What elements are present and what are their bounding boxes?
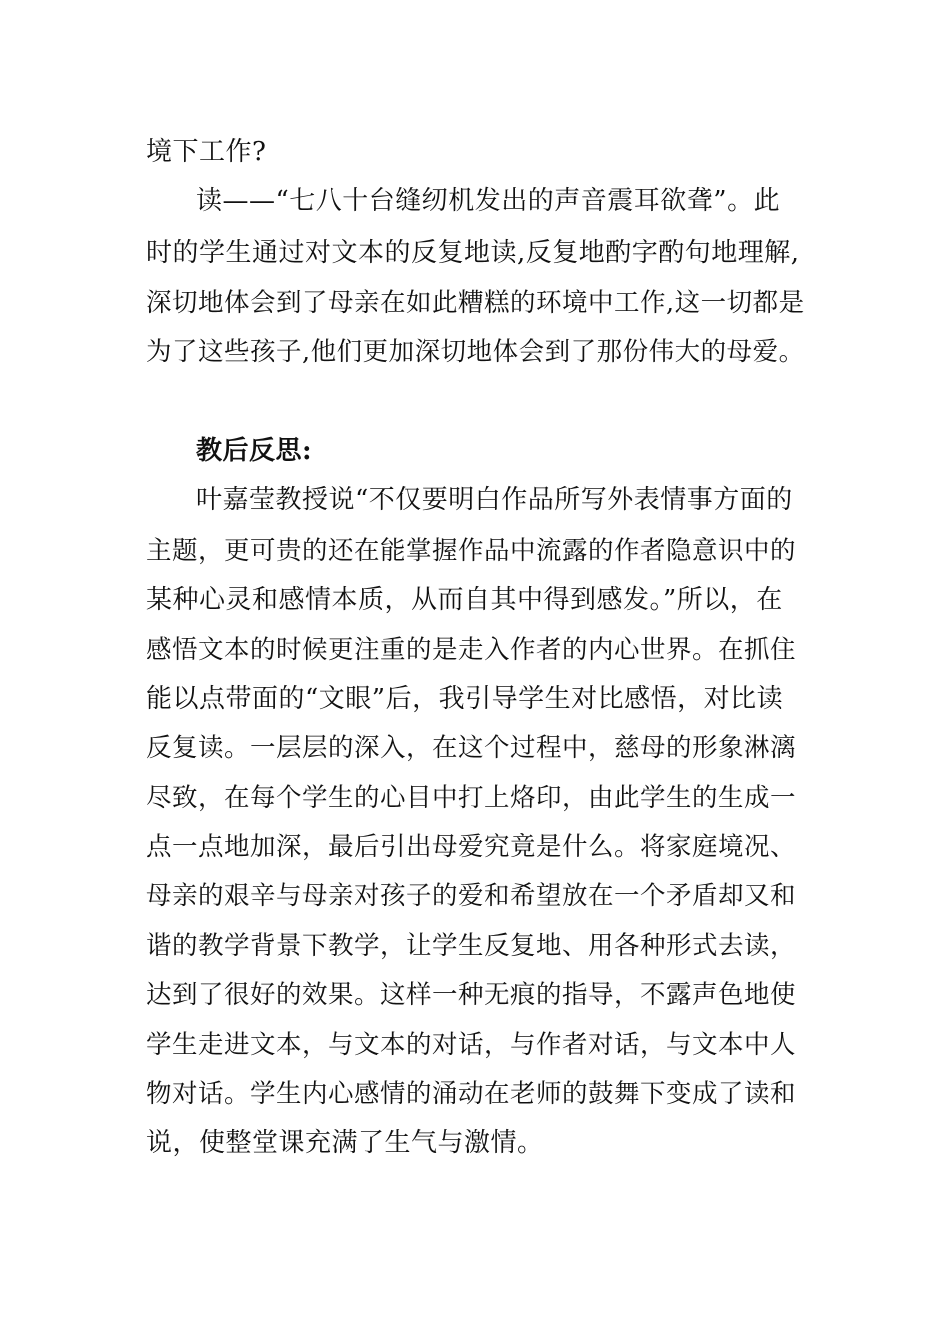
text-line: 尽致，在每个学生的心目中打上烙印，由此学生的生成一	[146, 783, 797, 813]
text-line: 读——“七八十台缝纫机发出的声音震耳欲聋”。此	[196, 186, 781, 216]
text-line: 学生走进文本，与文本的对话，与作者对话，与文本中人	[146, 1030, 797, 1060]
text-line: 感悟文本的时候更注重的是走入作者的内心世界。在抓住	[146, 635, 797, 665]
text-line: 谐的教学背景下教学，让学生反复地、用各种形式去读，	[146, 931, 797, 961]
text-line: 点一点地加深，最后引出母爱究竟是什么。将家庭境况、	[146, 832, 797, 862]
text-line: 深切地体会到了母亲在如此糟糕的环境中工作,这一切都是	[146, 288, 805, 318]
text-line: 境下工作?	[146, 137, 267, 167]
text-line: 物对话。学生内心感情的涌动在老师的鼓舞下变成了读和	[146, 1079, 797, 1109]
text-line: 能以点带面的“文眼”后，我引导学生对比感悟，对比读	[146, 684, 784, 714]
text-line: 为了这些孩子,他们更加深切地体会到了那份伟大的母爱。	[146, 337, 805, 367]
text-line: 说，使整堂课充满了生气与激情。	[146, 1128, 544, 1158]
text-line: 反复读。一层层的深入，在这个过程中，慈母的形象淋漓	[146, 733, 797, 763]
text-line: 达到了很好的效果。这样一种无痕的指导，不露声色地使	[146, 980, 797, 1010]
section-heading: 教后反思:	[196, 436, 313, 466]
text-line: 叶嘉莹教授说“不仅要明白作品所写外表情事方面的	[196, 485, 793, 515]
text-line: 主题，更可贵的还在能掌握作品中流露的作者隐意识中的	[146, 536, 797, 566]
text-line: 时的学生通过对文本的反复地读,反复地酌字酌句地理解,	[146, 238, 800, 268]
text-line: 某种心灵和感情本质，从而自其中得到感发。”所以，在	[146, 585, 783, 615]
text-line: 母亲的艰辛与母亲对孩子的爱和希望放在一个矛盾却又和	[146, 881, 797, 911]
